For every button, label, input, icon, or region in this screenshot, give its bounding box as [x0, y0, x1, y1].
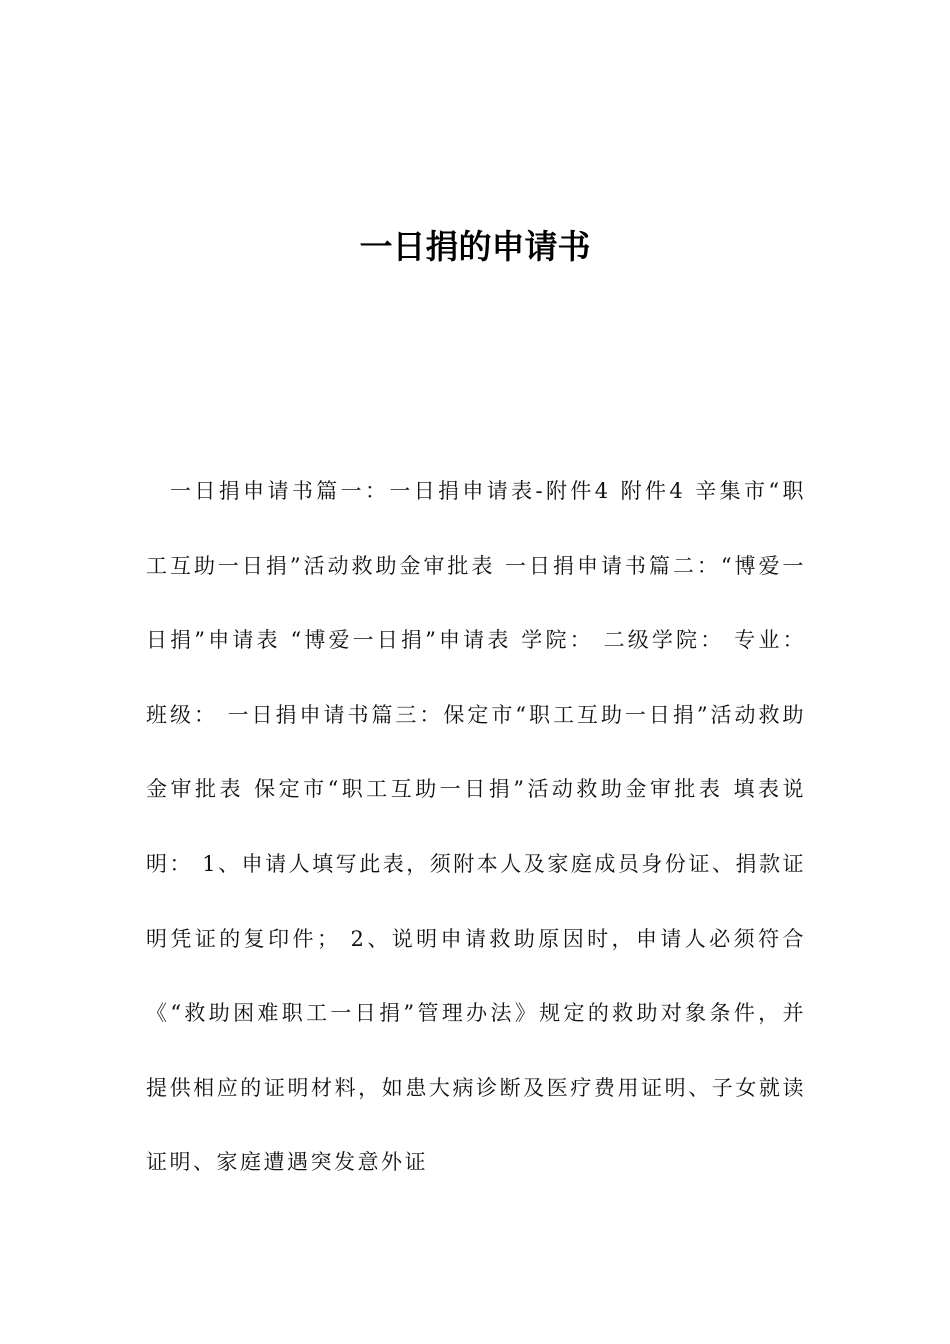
document-title: 一日捐的申请书: [359, 227, 591, 266]
document-body-text: 一日捐申请书篇一：一日捐申请表-附件4 附件4 辛集市“职工互助一日捐”活动救助金审批表 一日捐申请书篇二：“博爱一日捐”申请表 “博爱一日捐”申请表 学院： 二级学院： 专业： 班级： 一日捐申请书篇三：保定市“职工互助一日捐”活动救助金审批表 保定市“职工互助一日捐”活动救助金审批表 填表说明： 1、申请人填写此表，须附本人及家庭成员身份证、捐款证明凭证的复印件； 2、说明申请救助原因时，申请人必须符合《“救助困难职工一日捐”管理办法》规定的救助对象条件，并提供相应的证明材料，如患大病诊断及医疗费用证明、子女就读证明、家庭遭遇突发意外证: [146, 479, 806, 1175]
